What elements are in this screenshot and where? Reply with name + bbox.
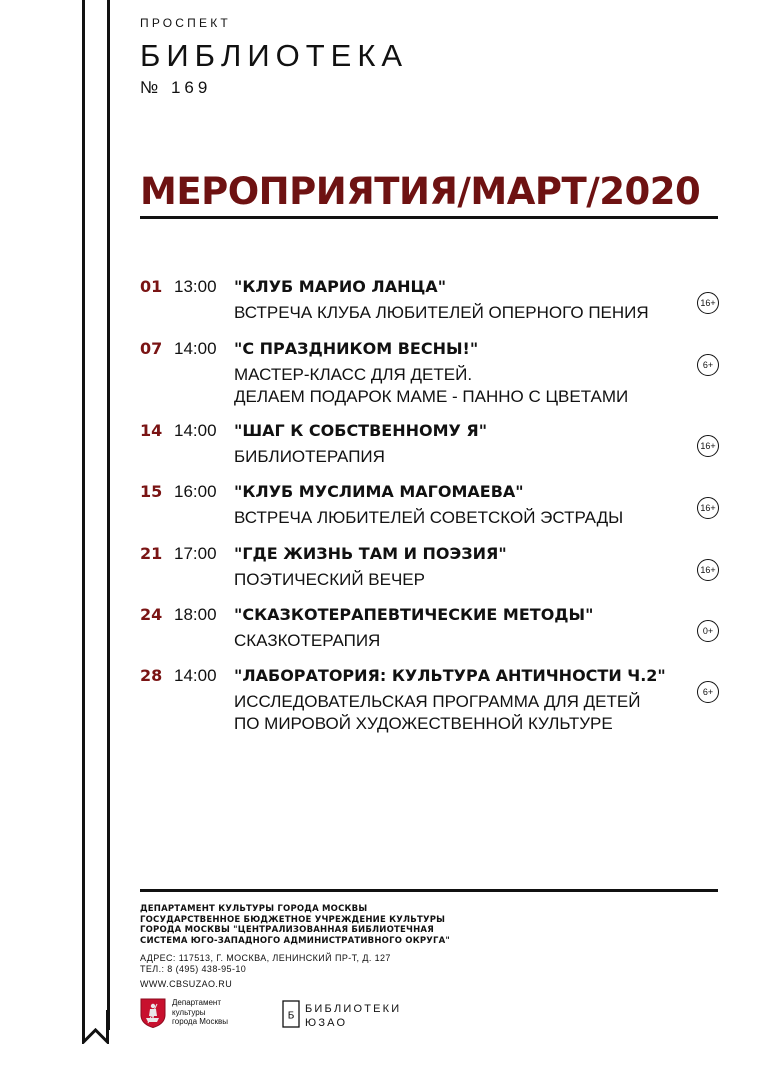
- event-title: "ГДЕ ЖИЗНЬ ТАМ И ПОЭЗИЯ": [234, 544, 507, 563]
- event-description-line: ПО МИРОВОЙ ХУДОЖЕСТВЕННОЙ КУЛЬТУРЕ: [234, 714, 613, 733]
- event-description-line: МАСТЕР-КЛАСС ДЛЯ ДЕТЕЙ.: [234, 365, 473, 384]
- footer-contacts: [140, 953, 391, 975]
- event-description-line: БИБЛИОТЕРАПИЯ: [234, 447, 385, 466]
- event-title: "КЛУБ МАРИО ЛАНЦА": [234, 277, 447, 296]
- moscow-coat-of-arms-icon: [140, 998, 166, 1028]
- footer-org-line: ГОСУДАРСТВЕННОЕ БЮДЖЕТНОЕ УЧРЕЖДЕНИЕ КУЛЬТУРЫ: [140, 914, 446, 925]
- event-time: 14:00: [174, 666, 217, 685]
- event-description-line: ДЕЛАЕМ ПОДАРОК МАМЕ - ПАННО С ЦВЕТАМИ: [234, 387, 629, 406]
- event-description-line: СКАЗКОТЕРАПИЯ: [234, 631, 381, 650]
- event-time: 18:00: [174, 605, 217, 624]
- event-title: "ШАГ К СОБСТВЕННОМУ Я": [234, 421, 488, 440]
- dept-logo-line: Департамент: [172, 998, 221, 1007]
- ribbon-right-line: [107, 0, 110, 1030]
- event-day: 01: [140, 277, 163, 296]
- event-description-line: ВСТРЕЧА КЛУБА ЛЮБИТЕЛЕЙ ОПЕРНОГО ПЕНИЯ: [234, 303, 649, 322]
- footer-organization: [140, 904, 450, 946]
- event-title: "С ПРАЗДНИКОМ ВЕСНЫ!": [234, 339, 479, 358]
- event-day: 15: [140, 482, 163, 501]
- event-description-line: ПОЭТИЧЕСКИЙ ВЕЧЕР: [234, 570, 425, 589]
- event-time: 14:00: [174, 421, 217, 440]
- page-title: МЕРОПРИЯТИЯ/МАРТ/2020: [140, 170, 701, 213]
- footer-divider: [140, 889, 718, 892]
- event-description: [234, 691, 640, 735]
- ribbon-left-line: [82, 0, 85, 1030]
- event-time: 16:00: [174, 482, 217, 501]
- footer-org-line: СИСТЕМА ЮГО-ЗАПАДНОГО АДМИНИСТРАТИВНОГО ОКРУГА": [140, 935, 451, 946]
- event-description: [234, 507, 623, 529]
- event-title: "ЛАБОРАТОРИЯ: КУЛЬТУРА АНТИЧНОСТИ Ч.2": [234, 666, 666, 685]
- ribbon-tail: [82, 1010, 110, 1044]
- event-title: "КЛУБ МУСЛИМА МАГОМАЕВА": [234, 482, 524, 501]
- age-rating-badge: 16+: [697, 497, 719, 519]
- event-time: 13:00: [174, 277, 217, 296]
- age-rating-badge: 16+: [697, 559, 719, 581]
- age-rating-badge: 6+: [697, 681, 719, 703]
- event-day: 24: [140, 605, 163, 624]
- event-description-line: ВСТРЕЧА ЛЮБИТЕЛЕЙ СОВЕТСКОЙ ЭСТРАДЫ: [234, 508, 624, 527]
- age-rating-badge: 0+: [697, 620, 719, 642]
- event-description: [234, 569, 425, 591]
- event-time: 14:00: [174, 339, 217, 358]
- age-rating-badge: 16+: [697, 435, 719, 457]
- event-day: 21: [140, 544, 163, 563]
- event-description: [234, 364, 628, 408]
- dept-logo-line: города Москвы: [172, 1017, 228, 1026]
- brand-small-text: ПРОСПЕКТ: [140, 16, 231, 30]
- library-logo-line: БИБЛИОТЕКИ: [305, 1003, 402, 1015]
- title-divider: [140, 216, 718, 219]
- event-title: "СКАЗКОТЕРАПЕВТИЧЕСКИЕ МЕТОДЫ": [234, 605, 594, 624]
- age-rating-badge: 6+: [697, 354, 719, 376]
- dept-logo-text: [172, 998, 228, 1027]
- event-day: 07: [140, 339, 163, 358]
- library-logo-line: ЮЗАО: [305, 1017, 348, 1029]
- footer-org-line: ДЕПАРТАМЕНТ КУЛЬТУРЫ ГОРОДА МОСКВЫ: [140, 904, 368, 914]
- footer-website-link[interactable]: WWW.CBSUZAO.RU: [140, 979, 233, 989]
- footer-phone: ТЕЛ.: 8 (495) 438-95-10: [140, 964, 247, 974]
- event-day: 28: [140, 666, 163, 685]
- event-description: [234, 302, 649, 324]
- library-logo-text: [305, 1002, 401, 1030]
- age-rating-badge: 16+: [697, 292, 719, 314]
- brand-number: № 169: [140, 78, 212, 97]
- library-logo-icon: [282, 1000, 300, 1028]
- dept-logo-line: культуры: [172, 1007, 206, 1017]
- event-day: 14: [140, 421, 163, 440]
- event-description: [234, 630, 380, 652]
- footer-org-line: ГОРОДА МОСКВЫ "ЦЕНТРАЛИЗОВАННАЯ БИБЛИОТЕЧНАЯ: [140, 925, 434, 935]
- brand-main-text: БИБЛИОТЕКА: [140, 38, 409, 73]
- event-description: [234, 446, 385, 468]
- footer-address: АДРЕС: 117513, Г. МОСКВА, ЛЕНИНСКИЙ ПР-Т, Д. 127: [140, 953, 391, 963]
- library-logo-letter: Б: [287, 1010, 295, 1022]
- event-description-line: ИССЛЕДОВАТЕЛЬСКАЯ ПРОГРАММА ДЛЯ ДЕТЕЙ: [234, 692, 641, 711]
- event-time: 17:00: [174, 544, 217, 563]
